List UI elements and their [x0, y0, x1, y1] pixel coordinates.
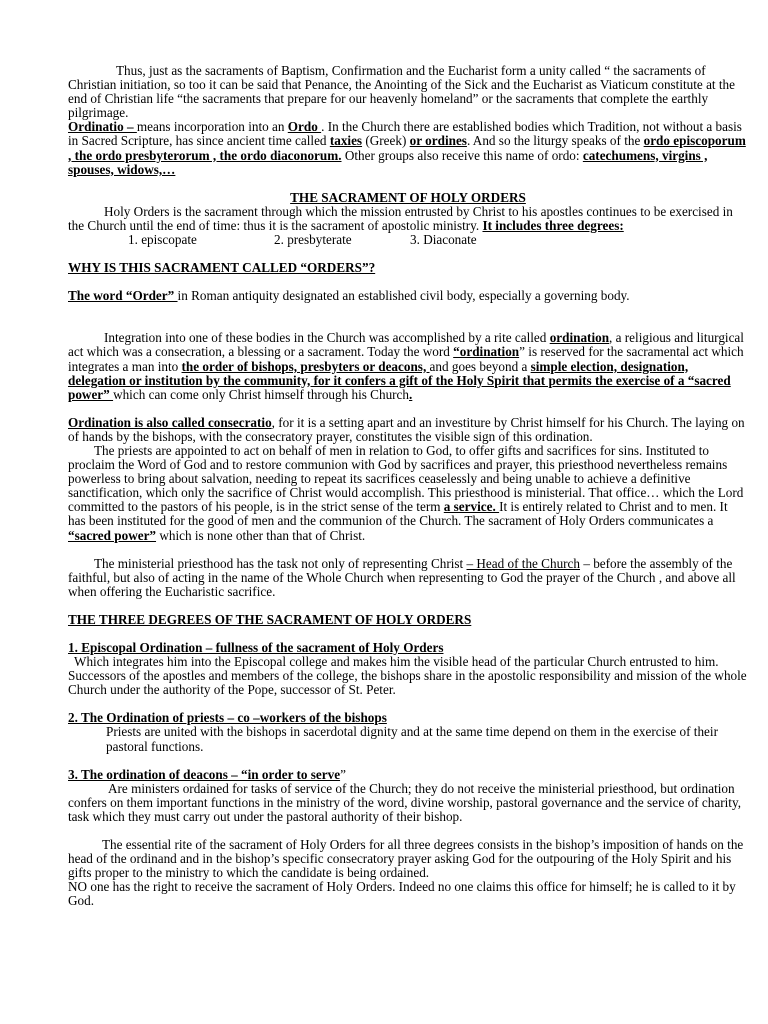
degree-2-text: Priests are united with the bishops in sacerdotal dignity and at the same time depend on them in the exercise of their pastoral functions. [106, 724, 718, 754]
degree-3-text: Are ministers ordained for tasks of service of the Church; they do not receive the ministerial priesthood, but ordination confers on them important functions in the ministry of the word, divine worship, pastoral governance and the service of charity, task which they must carry out under the pastoral authority of their bishop. [68, 780, 741, 824]
ordination-term: ordination [549, 330, 610, 346]
consecratio-paragraph: Ordination is also called consecratio, for it is a setting apart and an investiture by Christ himself for his Church. The laying on of hands by the bishops, with the consecratory prayer, constitutes the visible sign of this ordination. [68, 414, 745, 444]
intro-paragraph: Thus, just as the sacraments of Baptism, Confirmation and the Eucharist form a unity called “ the sacraments of Christian initiation, so too it can be said that Penance, the Anointing of the Sick and the Eucharist as Viaticum constitute at the end of Christian life “the sacraments that prepare for our heavenly homeland” or the sacraments that complete the earthly pilgrimage. [68, 63, 735, 121]
no-right-paragraph: NO one has the right to receive the sacrament of Holy Orders. Indeed no one claims this office for himself; he is called to it by God. [68, 879, 736, 909]
priests-paragraph: The priests are appointed to act on behalf of men in relation to God, to offer gifts and sacrifices for sins. Instituted to proclaim the Word of God and to restore communion with God by sacrifices and prayer, this priesthood nevertheless remains powerless to bring about salvation, needing to repeat its sacrifices ceaselessly and being unable to achieve a definitive sanctification, which only the sacrifice of Christ would accomplish. This priesthood is ministerial. That office… which the Lord committed to the pastors of his people, is in the strict sense of the term a service. It is entirely related to Christ and to men. It has been instituted for the good of men and the communion of the Church. The sacrament of Holy Orders communicates a “sacred power” which is none other than that of Christ. [68, 442, 744, 543]
degree-1-title: 1. Episcopal Ordination – fullness of the sacrament of Holy Orders [68, 640, 444, 655]
service-term: a service. [443, 499, 500, 515]
ministerial-paragraph: The ministerial priesthood has the task not only of representing Christ – Head of the Church – before the assembly of the faithful, but also of acting in the name of the Whole Church when representing to God the prayer of the Church , and above all when offering the Eucharistic sacrifice. [68, 555, 736, 599]
word-order-term: The word “Order” [68, 288, 178, 304]
consecratio-term: Ordination is also called consecratio [68, 414, 272, 430]
ordination-quoted-term: “ordination [453, 344, 520, 360]
degree-2-title: 2. The Ordination of priests – co –workers of the bishops [68, 710, 387, 726]
integration-paragraph: Integration into one of these bodies in the Church was accomplished by a rite called ordination, a religious and liturgical act which was a consecration, a blessing or a sacrament. Today the word “ordination” is reserved for the sacramental act which integrates a man into the order of bishops, presbyters or deacons, and goes beyond a simple election, designation, delegation or institution by the community, for it confers a gift of the Holy Spirit that permits the exercise of a “sacred power” which can come only Christ himself through his Church. [68, 330, 744, 402]
degree-diaconate: 3. Diaconate [410, 232, 477, 248]
degree-1-text: Which integrates him into the Episcopal college and makes him the visible head of the particular Church entrusted to him. Successors of the apostles and members of the college, the bishops share in the apostolic responsibility and mission of the whole Church under the authority of the Pope, successor of St. Peter. [68, 654, 747, 698]
why-heading: WHY IS THIS SACRAMENT CALLED “ORDERS”? [68, 260, 376, 276]
sacred-power-term: “sacred power” [68, 527, 157, 543]
groups-list: catechumens, virgins , spouses, widows,… [68, 147, 708, 177]
ordo-term: Ordo [287, 119, 322, 135]
includes-degrees: It includes three degrees: [482, 217, 624, 233]
essential-rite-paragraph: The essential rite of the sacrament of Holy Orders for all three degrees consists in the bishop’s imposition of hands on the head of the ordinand and in the bishop’s specific consecratory prayer asking God for the outpouring of the Holy Spirit and his gifts proper to the ministry to which the candidate is being ordained. [68, 837, 744, 881]
ordinatio-paragraph: Ordinatio – means incorporation into an Ordo . In the Church there are established bodies which Tradition, not without a basis in Sacred Scripture, has since ancient time called taxies (Greek) or ordines. And so the liturgy speaks of the ordo episcoporum , the ordo presbyterorum , the ordo diaconorum. Other groups also receive this name of ordo: catechumens, virgins , spouses, widows,… [68, 119, 746, 177]
sacrament-paragraph: Holy Orders is the sacrament through which the mission entrusted by Christ to his apostles continues to be exercised in the Church until the end of time: thus it is the sacrament of apostolic ministry. It includes three degrees:1. episcopate 2. presbyterate 3. Diaconate [68, 203, 733, 248]
degree-3-title: 3. The ordination of deacons – “in order to serve” [68, 766, 346, 782]
document-page [68, 64, 748, 909]
head-of-church-term: – Head of the Church [466, 555, 581, 571]
degree-episcopate: 1. episcopate [128, 232, 197, 248]
sacrament-title: THE SACRAMENT OF HOLY ORDERS [290, 189, 526, 205]
order-of-bishops-term: the order of bishops, presbyters or deacons, [181, 358, 430, 374]
ordinatio-term: Ordinatio – [68, 119, 137, 135]
three-degrees-heading: THE THREE DEGREES OF THE SACRAMENT OF HOLY ORDERS [68, 611, 472, 627]
degree-presbyterate: 2. presbyterate [274, 232, 352, 248]
ordines-term: or ordines [409, 133, 467, 149]
word-order-paragraph: The word “Order” in Roman antiquity designated an established civil body, especially a governing body. [68, 288, 630, 304]
gift-holy-spirit-term: simple election, designation, delegation or institution by the community, for it confers a gift of the Holy Spirit that permits the exercise of a “sacred power” [68, 358, 731, 402]
ordo-list: ordo episcoporum , the ordo presbyterorum , the ordo diaconorum. [68, 133, 746, 163]
taxies-term: taxies [329, 133, 363, 149]
